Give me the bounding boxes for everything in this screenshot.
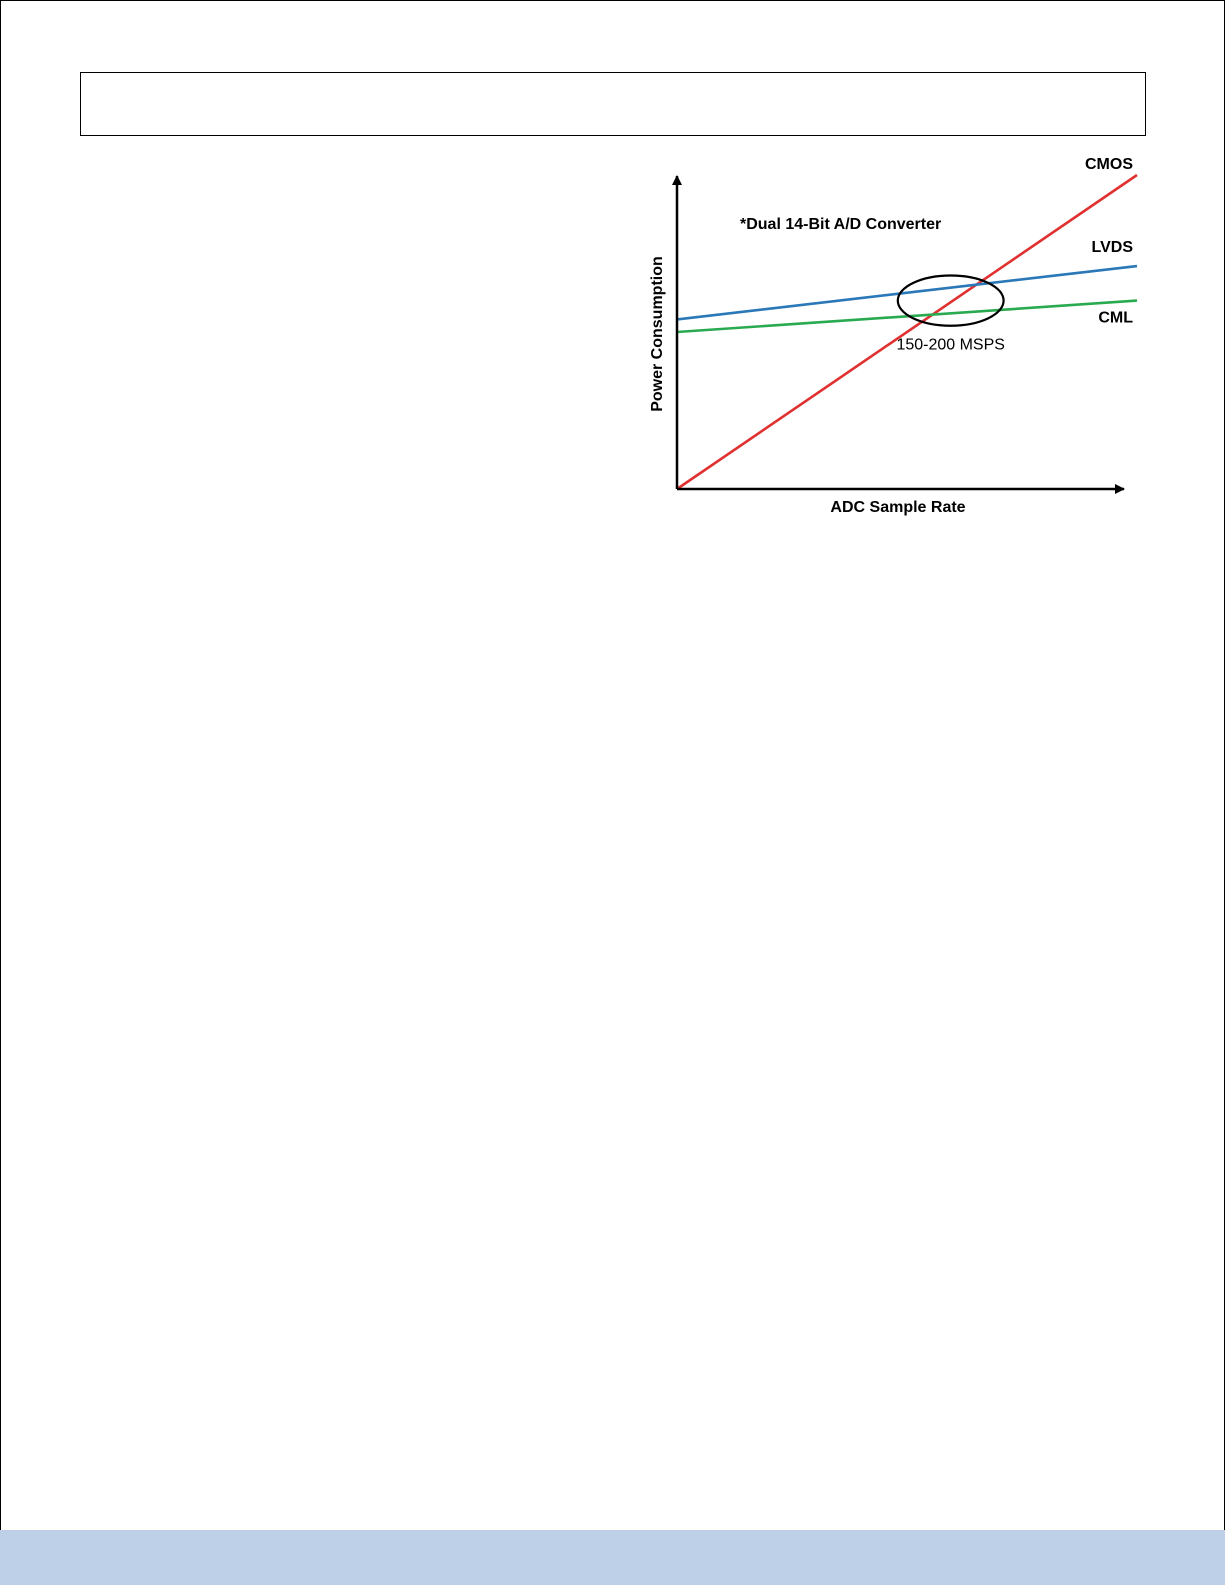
header-box <box>80 72 1146 136</box>
series-line-lvds <box>677 266 1137 319</box>
x-axis-label: ADC Sample Rate <box>830 499 966 516</box>
series-label-cmos: CMOS <box>1085 156 1133 173</box>
annotation-label: 150-200 MSPS <box>896 336 1005 354</box>
y-axis-label: Power Consumption <box>649 256 666 412</box>
chart-note: *Dual 14-Bit A/D Converter <box>740 216 942 233</box>
series-line-cml <box>677 301 1137 332</box>
series-label-cml: CML <box>1098 309 1133 327</box>
chart-svg <box>640 150 1150 530</box>
series-label-lvds: LVDS <box>1091 239 1133 257</box>
power-vs-sample-rate-chart <box>640 150 1150 530</box>
footer-band <box>0 1530 1225 1585</box>
